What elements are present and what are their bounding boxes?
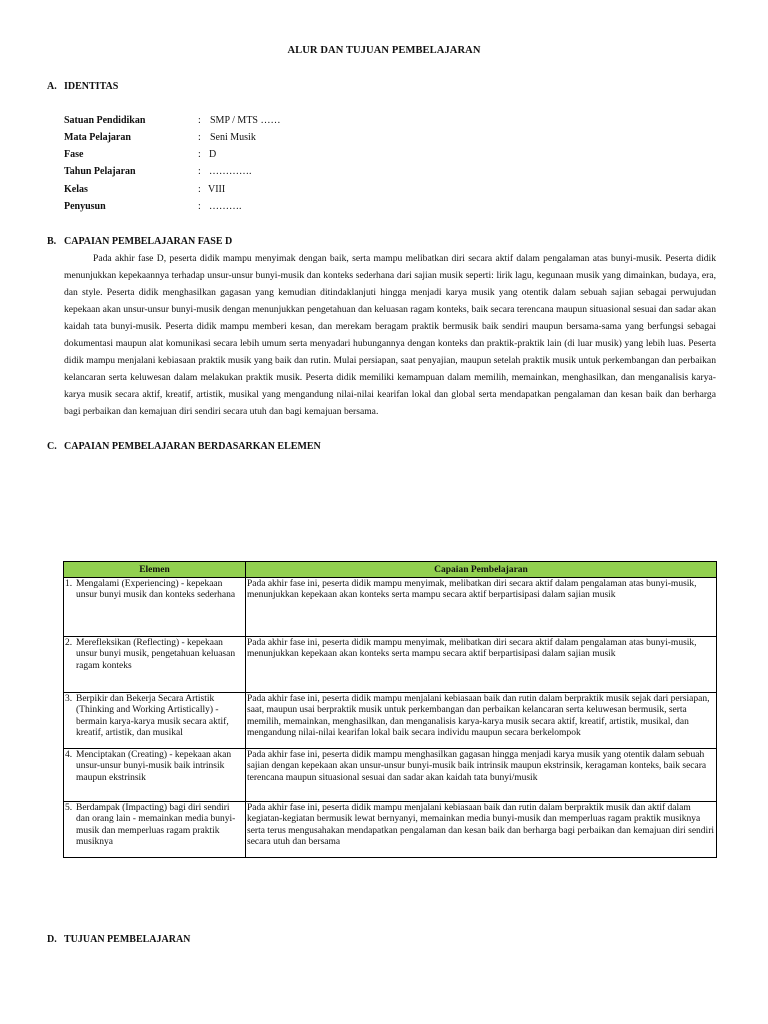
identity-row-mata-pelajaran	[64, 132, 364, 146]
elemen-cell	[64, 802, 246, 858]
table-header-elemen: Elemen	[64, 562, 246, 578]
identity-row-tahun-pelajaran	[64, 166, 364, 180]
table-row	[64, 749, 717, 802]
row-number: 3.	[65, 694, 73, 704]
elemen-cell	[64, 637, 246, 693]
identity-colon: :	[198, 184, 201, 195]
section-b-letter: B.	[47, 236, 57, 247]
elemen-text: Menciptakan (Creating) - kepekaan akan unsur-unsur bunyi-musik baik intrinsik maupun ekstrinsik	[76, 750, 232, 783]
elemen-text: Berpikir dan Bekerja Secara Artistik (Thinking and Working Artistically) - bermain karya-karya musik secara aktif, kreatif, artistik, dan musikal	[76, 694, 229, 738]
section-c-letter: C.	[47, 441, 57, 452]
identity-row-satuan-pendidikan	[64, 115, 364, 129]
section-a-letter: A.	[47, 81, 57, 92]
section-b-title: CAPAIAN PEMBELAJARAN FASE D	[64, 236, 233, 247]
identity-label: Fase	[64, 149, 84, 160]
row-number: 1.	[65, 579, 73, 589]
elemen-cell	[64, 693, 246, 749]
elemen-text: Mengalami (Experiencing) - kepekaan unsur bunyi musik dan konteks sederhana	[76, 579, 236, 601]
capaian-elemen-table	[63, 561, 717, 858]
table-row	[64, 578, 717, 637]
table-row	[64, 637, 717, 693]
identity-value: ………….	[209, 166, 252, 177]
section-d-heading	[47, 934, 190, 945]
elemen-text: Berdampak (Impacting) bagi diri sendiri dan orang lain - memainkan media bunyi-musik dan memperluas ragam praktik musiknya	[76, 803, 236, 847]
identity-colon: :	[198, 201, 201, 212]
capaian-cell: Pada akhir fase ini, peserta didik mampu menjalani kebiasaan baik dan rutin dalam berpraktik musik dan aktif dalam kegiatan-kegiatan bermusik lewat bernyanyi, memainkan media bunyi-musik dan memperluas ragam praktik musiknya serta terus mengusahakan mendapatkan pengalaman dan kesan baik dan berharga bagi perbaikan dan kemajuan diri sendiri secara utuh dan bersama	[246, 802, 717, 858]
section-a-heading	[47, 81, 118, 92]
elemen-cell	[64, 749, 246, 802]
capaian-cell: Pada akhir fase ini, peserta didik mampu menyimak, melibatkan diri secara aktif dalam pengalaman atas bunyi-musik, menunjukkan kepekaan akan konteks serta mampu secara aktif berpartisipasi dalam sajian musik	[246, 637, 717, 693]
capaian-cell: Pada akhir fase ini, peserta didik mampu menjalani kebiasaan baik dan rutin dalam berpraktik musik sejak dari persiapan, saat, maupun usai berpraktik musik untuk perkembangan dan perbaikan kelancaran serta keluwesan bermusik, serta memilih, memainkan, menghasilkan, dan menganalisis karya-karya musik secara aktif, kreatif, artistik, musikal, dan mengandung nilai-nilai kearifan lokal baik secara individu maupun secara berkelompok	[246, 693, 717, 749]
identity-value: VIII	[208, 184, 226, 195]
row-number: 4.	[65, 750, 73, 760]
identity-value: ……….	[209, 201, 242, 212]
identity-value: SMP / MTS ……	[210, 115, 281, 126]
section-d-letter: D.	[47, 934, 57, 945]
identity-label: Kelas	[64, 184, 88, 195]
identity-row-fase	[64, 149, 364, 163]
section-d-title: TUJUAN PEMBELAJARAN	[64, 934, 191, 945]
capaian-fase-d-paragraph: Pada akhir fase D, peserta didik mampu menyimak dengan baik, serta mampu melibatkan diri secara aktif dalam pengalaman atas bunyi-musik. Peserta didik menunjukkan kepekaannya terhadap unsur-unsur bunyi-musik dan konteks sederhana dari sajian musik seperti: lirik lagu, kegunaan musik yang dimainkan, budaya, era, dan style. Peserta didik menghasilkan gagasan yang kemudian ditindaklanjuti hingga menjadi karya musik yang otentik dalam sebuah sajian sebagai perwujudan kepekaan akan unsur-unsur bunyi-musik dengan menunjukkan pengetahuan dan keluasan ragam konteks, baik secara terencana maupun situasional sesuai dan sadar akan kaidah tata bunyi-musik. Peserta didik mampu memberi kesan, dan merekam beragam praktik bermusik baik sendiri maupun bersama-sama yang berfungsi sebagai dokumentasi maupun alat komunikasi secara lebih umum serta menyadari hubungannya dengan konteks dan praktik-praktik lain (di luar musik) yang lebih luas. Peserta didik mampu menjalani kebiasaan praktik musik yang baik dan rutin. Mulai persiapan, saat penyajian, maupun setelah praktik musik untuk perkembangan dan perbaikan kelancaran serta keluwesan dalam melakukan praktik musik. Peserta didik memiliki kemampuan dalam memilih, memainkan, menghasilkan, dan menganalisis karya-karya musik secara aktif, kreatif, artistik, musikal yang mengandung nilai-nilai kearifan lokal dan global serta mendapatkan pengalaman dan kesan baik dan berharga bagi perbaikan dan kemajuan diri sendiri secara utuh dan bagi kemajuan bersama.	[64, 253, 716, 417]
capaian-cell: Pada akhir fase ini, peserta didik mampu menyimak, melibatkan diri secara aktif dalam pengalaman atas bunyi-musik, menunjukkan kepekaan akan konteks serta mampu secara aktif berpartisipasi dalam sajian musik	[246, 578, 717, 637]
identity-colon: :	[198, 166, 201, 177]
elemen-text: Merefleksikan (Reflecting) - kepekaan unsur bunyi musik, pengetahuan keluasan ragam konteks	[76, 638, 236, 671]
identity-colon: :	[198, 115, 201, 126]
table-header-row	[64, 562, 717, 578]
row-number: 2.	[65, 638, 73, 648]
elemen-cell	[64, 578, 246, 637]
identity-label: Mata Pelajaran	[64, 132, 131, 143]
identity-label: Satuan Pendidikan	[64, 115, 146, 126]
identity-row-kelas	[64, 184, 364, 198]
identity-row-penyusun	[64, 201, 364, 215]
identity-value: Seni Musik	[210, 132, 256, 143]
capaian-cell: Pada akhir fase ini, peserta didik mampu menghasilkan gagasan hingga menjadi karya musik yang otentik dalam sebuah sajian dengan kepekaan akan unsur-unsur bunyi-musik baik intrinsik maupun ekstrinsik, keragaman konteks, baik secara terencana maupun situasional sesuai dan sadar akan kaidah tata bunyi/musik	[246, 749, 717, 802]
identity-label: Penyusun	[64, 201, 106, 212]
row-number: 5.	[65, 803, 73, 813]
document-title: ALUR DAN TUJUAN PEMBELAJARAN	[287, 45, 481, 56]
section-b-heading	[47, 236, 232, 247]
table-row	[64, 693, 717, 749]
identity-colon: :	[198, 149, 201, 160]
table-row	[64, 802, 717, 858]
identity-label: Tahun Pelajaran	[64, 166, 136, 177]
table-header-capaian: Capaian Pembelajaran	[246, 562, 717, 578]
section-c-title: CAPAIAN PEMBELAJARAN BERDASARKAN ELEMEN	[64, 441, 321, 452]
identity-value: D	[209, 149, 217, 160]
section-c-heading	[47, 441, 321, 452]
identity-colon: :	[198, 132, 201, 143]
section-a-title: IDENTITAS	[64, 81, 119, 92]
